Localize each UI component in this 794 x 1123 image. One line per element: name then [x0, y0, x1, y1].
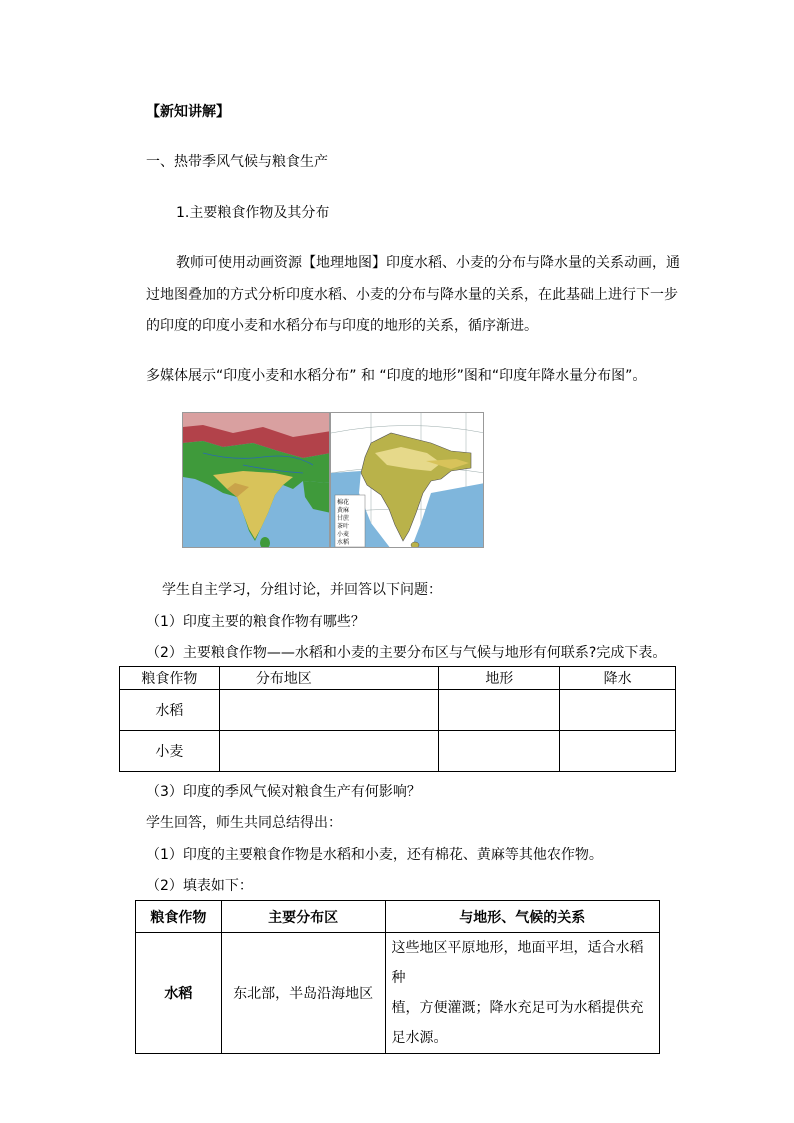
table-cell: 水稻: [120, 690, 220, 731]
table-header-cell: 分布地区: [219, 667, 439, 690]
table-header-cell: 粮食作物: [136, 901, 222, 933]
table-cell-crop: 水稻: [136, 933, 222, 1054]
table-row: [136, 933, 660, 1054]
table-row: [120, 731, 676, 772]
table-header-cell: 主要分布区: [221, 901, 385, 933]
question-3: （3）印度的季风气候对粮食生产有何影响？: [146, 784, 421, 800]
map-legend: [337, 497, 365, 545]
table-header-cell: 粮食作物: [120, 667, 220, 690]
relation-line: 植，方便灌溉；降水充足可为水稻提供充: [391, 1000, 644, 1016]
legend-item: 水稻: [337, 539, 350, 546]
table-cell: 小麦: [120, 731, 220, 772]
india-maps-figure: [182, 412, 484, 548]
legend-item: 黄麻: [337, 507, 350, 514]
question-1: （1）印度主要的粮食作物有哪些？: [146, 614, 365, 630]
table-header-row: [136, 901, 660, 933]
india-terrain-map: [182, 412, 330, 548]
heading-level2: 1.主要粮食作物及其分布: [176, 205, 330, 221]
india-crops-map: [330, 412, 484, 548]
table-cell-blank[interactable]: [560, 690, 676, 731]
question-2: （2）主要粮食作物——水稻和小麦的主要分布区与气候与地形有何联系?完成下表。: [146, 645, 667, 661]
table-header-row: [120, 667, 676, 690]
answer-1: （1）印度的主要粮食作物是水稻和小麦，还有棉花、黄麻等其他农作物。: [146, 847, 603, 863]
paragraph-line: 教师可使用动画资源【地理地图】印度水稻、小麦的分布与降水量的关系动画，通: [176, 255, 680, 271]
relation-line: 足水源。: [391, 1030, 448, 1046]
table-header-cell: 与地形、气候的关系: [385, 901, 659, 933]
legend-item: 甘蔗: [337, 515, 350, 522]
table-cell-blank[interactable]: [219, 690, 439, 731]
task-intro: 学生自主学习，分组讨论，并回答以下问题：: [162, 582, 442, 598]
legend-item: 茶叶: [337, 523, 350, 530]
table-cell-blank[interactable]: [219, 731, 439, 772]
answer-2: （2）填表如下：: [146, 878, 253, 894]
table-cell-region: 东北部，半岛沿海地区: [221, 933, 385, 1054]
table-header-cell: 地形: [439, 667, 560, 690]
table-cell-blank[interactable]: [439, 731, 560, 772]
crop-question-table: [119, 666, 676, 772]
crop-answer-table: [135, 900, 660, 1054]
table-cell-blank[interactable]: [439, 690, 560, 731]
paragraph-multimedia: 多媒体展示“印度小麦和水稻分布” 和 “印度的地形”图和“印度年降水量分布图”。: [146, 368, 647, 384]
relation-line: 这些地区平原地形，地面平坦，适合水稻种: [391, 940, 644, 986]
table-cell-relation: [385, 933, 659, 1054]
legend-item: 棉花: [337, 499, 350, 506]
paragraph-line: 过地图叠加的方式分析印度水稻、小麦的分布与降水量的关系，在此基础上进行下一步: [146, 287, 678, 303]
legend-item: 小麦: [337, 531, 350, 538]
heading-level1: 一、热带季风气候与粮食生产: [146, 154, 328, 170]
table-cell-blank[interactable]: [560, 731, 676, 772]
paragraph-line: 的印度的印度小麦和水稻分布与印度的地形的关系，循序渐进。: [146, 318, 538, 334]
table-header-cell: 降水: [560, 667, 676, 690]
section-label: 【新知讲解】: [146, 104, 230, 120]
answer-intro: 学生回答，师生共同总结得出：: [146, 815, 342, 831]
table-row: [120, 690, 676, 731]
